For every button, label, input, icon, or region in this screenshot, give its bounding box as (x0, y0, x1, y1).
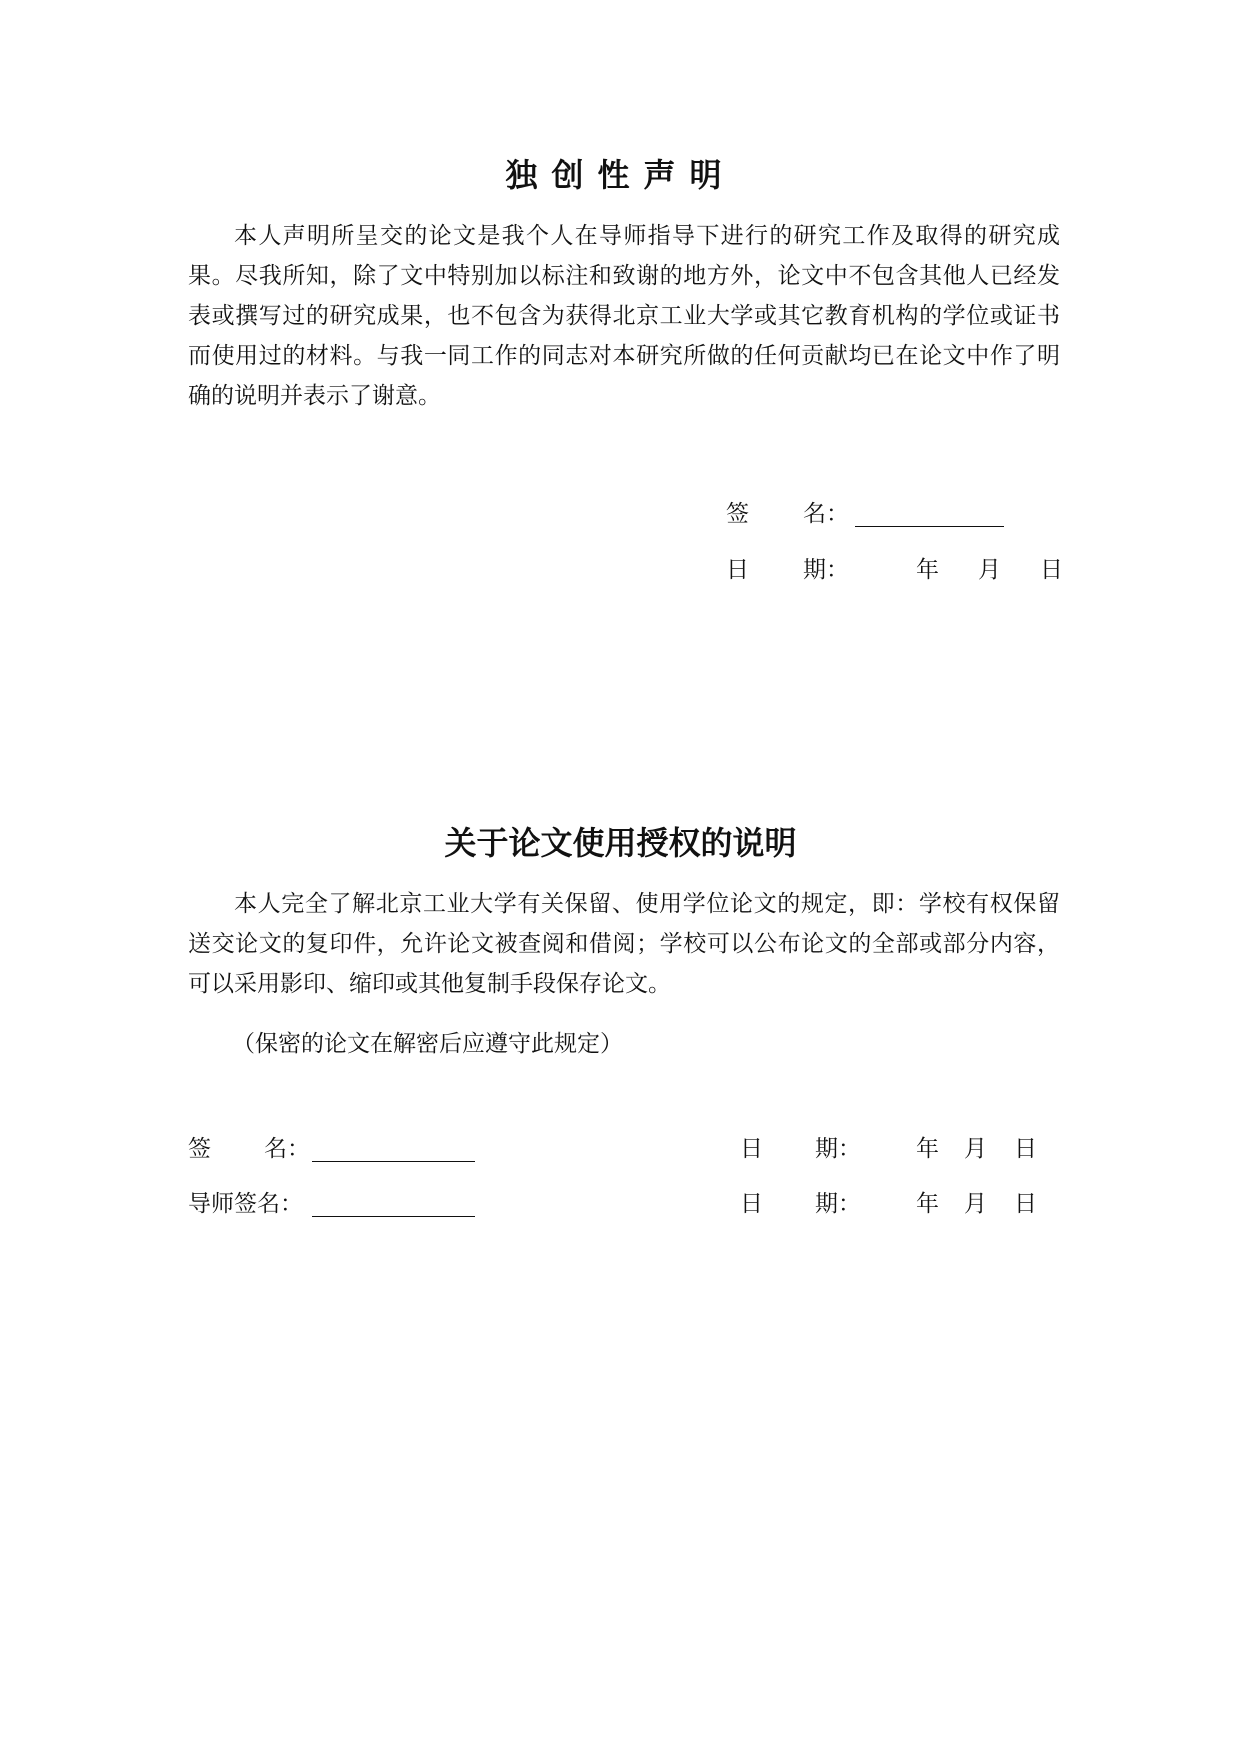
confidentiality-note: （保密的论文在解密后应遵守此规定） (232, 1031, 623, 1057)
author-signature-label-1: 签 (188, 1136, 211, 1162)
originality-title: 独创性声明 (505, 156, 736, 194)
advisor-date-month: 月 (964, 1191, 987, 1217)
author-date-label-2: 期： (815, 1136, 861, 1162)
originality-date-day: 日 (1040, 557, 1063, 583)
advisor-date-label-2: 期： (815, 1191, 861, 1217)
originality-date-label-1: 日 (726, 557, 749, 583)
author-signature-label-2: 名： (264, 1136, 310, 1162)
originality-statement: 本人声明所呈交的论文是我个人在导师指导下进行的研究工作及取得的研究成果。尽我所知，除了文中特别加以标注和致谢的地方外，论文中不包含其他人已经发表或撰写过的研究成果，也不包含为获得北京工业大学或其它教育机构的学位或证书而使用过的材料。与我一同工作的同志对本研究所做的任何贡献均已在论文中作了明确的说明并表示了谢意。 (188, 223, 1060, 409)
author-signature-field[interactable] (312, 1161, 475, 1162)
advisor-signature-field[interactable] (312, 1216, 475, 1217)
originality-signature-label-2: 名： (803, 501, 849, 527)
authorization-title: 关于论文使用授权的说明 (444, 824, 797, 862)
author-date-day: 日 (1014, 1136, 1037, 1162)
advisor-signature-label: 导师签名： (188, 1191, 303, 1217)
author-date-month: 月 (964, 1136, 987, 1162)
originality-signature-field[interactable] (855, 526, 1004, 527)
originality-date-label-2: 期： (803, 557, 849, 583)
advisor-date-label-1: 日 (740, 1191, 763, 1217)
originality-date-month: 月 (978, 557, 1001, 583)
advisor-date-day: 日 (1014, 1191, 1037, 1217)
originality-signature-label-1: 签 (726, 501, 749, 527)
originality-date-year: 年 (916, 557, 939, 583)
author-date-label-1: 日 (740, 1136, 763, 1162)
authorization-statement: 本人完全了解北京工业大学有关保留、使用学位论文的规定，即：学校有权保留送交论文的复印件，允许论文被查阅和借阅；学校可以公布论文的全部或部分内容，可以采用影印、缩印或其他复制手段保存论文。 (188, 891, 1060, 997)
advisor-date-year: 年 (916, 1191, 939, 1217)
author-date-year: 年 (916, 1136, 939, 1162)
